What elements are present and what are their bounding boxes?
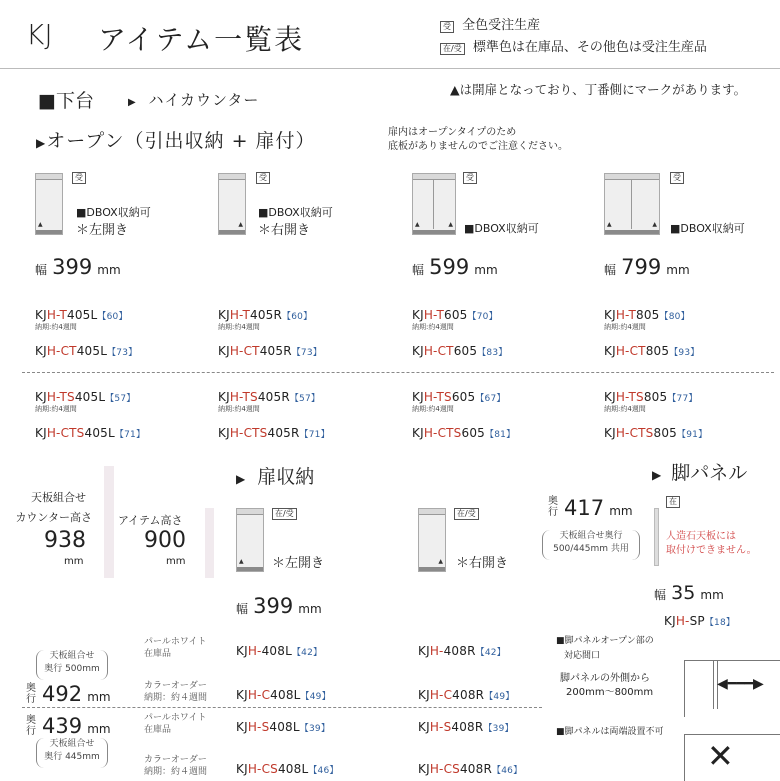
code-prefix: KJ: [418, 688, 430, 702]
color-name: パールホワイト: [144, 713, 207, 723]
leg-range-line: 200mm～800mm: [566, 687, 654, 698]
code-prefix: KJ: [218, 426, 230, 440]
code-suffix: 805: [643, 390, 668, 404]
leg-open-note: [556, 634, 654, 664]
opening-diagram: [684, 660, 780, 717]
hinge-note: ＊左開き: [272, 556, 325, 571]
lead-time: 納期:約4週間: [412, 405, 454, 413]
leg-warning-line: 取付けできません。: [666, 545, 757, 556]
code-prefix: KJ: [35, 308, 47, 322]
width-label: 幅: [604, 263, 617, 277]
product-code: [412, 390, 592, 404]
code-number: 【70】: [467, 312, 498, 322]
code-number: 【71】: [114, 430, 146, 440]
open-note-line: 扉内はオープンタイプのため: [388, 127, 517, 138]
code-series: H-C: [247, 688, 271, 702]
section-sub-label: ハイカウンター: [148, 91, 260, 109]
code-prefix: KJ: [604, 308, 616, 322]
code-suffix: 408L: [270, 688, 301, 702]
cabinet-open-600: ▲ ▲: [412, 173, 456, 235]
product-code: [604, 390, 774, 404]
product-code: [236, 644, 322, 658]
counter-height-value: 938: [44, 528, 86, 553]
code-suffix: 605: [444, 308, 468, 322]
code-suffix: 408R: [443, 644, 476, 658]
code-series: H-CS: [429, 762, 460, 776]
code-prefix: KJ: [218, 308, 230, 322]
code-number: 【60】: [97, 312, 128, 322]
color-status: 在庫品: [144, 725, 172, 735]
width-value: 399: [253, 594, 294, 618]
code-number: 【49】: [484, 692, 515, 702]
code-series: H-CT: [615, 344, 646, 358]
product-code: [35, 344, 205, 358]
product-code: [236, 762, 339, 776]
lead-time: 納期:約4週間: [35, 323, 77, 331]
depth-label: 奥行: [26, 715, 36, 737]
product-code: [412, 426, 592, 440]
depth-value: [42, 714, 111, 738]
leg-open-note-line: ■脚パネルオープン部の: [556, 636, 654, 646]
leg-range-note: [560, 672, 653, 700]
leg-panel-label: 脚パネル: [671, 462, 748, 484]
width-unit: mm: [700, 588, 724, 602]
code-prefix: KJ: [236, 720, 248, 734]
product-code: [236, 688, 331, 702]
product-code: [35, 390, 205, 404]
leg-depth-value: [564, 496, 633, 520]
code-prefix: KJ: [236, 762, 248, 776]
code-number: 【73】: [107, 348, 138, 358]
width-value: 399: [52, 255, 93, 279]
code-series: H-CT: [229, 344, 260, 358]
code-number: 【80】: [659, 312, 690, 322]
depth-value: [42, 682, 111, 706]
code-prefix: KJ: [412, 308, 424, 322]
code-suffix: SP: [689, 614, 705, 628]
code-suffix: 405L: [76, 344, 108, 358]
code-number: 【71】: [299, 430, 330, 440]
code-prefix: KJ: [35, 390, 47, 404]
lead-time: 納期:約4週間: [412, 323, 454, 331]
counter-label-line: 天板組合せ: [31, 491, 86, 504]
product-code: [218, 308, 398, 322]
code-suffix: 405L: [84, 426, 115, 440]
product-code: [35, 426, 205, 440]
code-column: [412, 308, 592, 440]
code-prefix: KJ: [418, 644, 430, 658]
cabinet-door-left: ▲: [236, 508, 264, 572]
leg-depth-note-line: 500/445mm 共用: [553, 544, 629, 554]
width-label: 幅: [236, 602, 249, 616]
width-spec: [604, 255, 690, 279]
product-code: [35, 308, 205, 322]
code-prefix: KJ: [236, 688, 248, 702]
code-series: H-T: [46, 308, 67, 322]
code-suffix: 405L: [67, 308, 98, 322]
depth-number: 439: [42, 714, 83, 738]
code-prefix: KJ: [604, 344, 616, 358]
code-series: H-CTS: [615, 426, 654, 440]
section-sub: [128, 89, 259, 110]
product-code: [412, 344, 592, 358]
code-suffix: 408L: [269, 720, 300, 734]
both-ends-note: ■脚パネルは両端設置不可: [556, 727, 664, 737]
leg-range-line: 脚パネルの外側から: [560, 673, 650, 684]
code-suffix: 805: [636, 308, 660, 322]
code-number: 【39】: [299, 724, 331, 734]
code-suffix: 805: [645, 344, 670, 358]
code-prefix: KJ: [35, 344, 47, 358]
leg-panel-shape: [654, 508, 659, 566]
depth-unit: mm: [87, 722, 111, 736]
code-suffix: 405R: [257, 390, 290, 404]
leg-open-note-line: 対応間口: [564, 651, 601, 661]
open-note-line: 底板がありませんのでご注意ください。: [388, 141, 568, 152]
code-series: H-CS: [247, 762, 278, 776]
code-suffix: 408R: [451, 720, 484, 734]
item-height-label: アイテム高さ: [118, 514, 183, 527]
code-column: [604, 308, 774, 440]
width-unit: mm: [474, 263, 498, 277]
depth-note-line: 天板組合せ: [49, 739, 95, 749]
width-label: 幅: [654, 588, 667, 602]
leg-warning: [666, 530, 757, 558]
product-code: [236, 720, 330, 734]
hinge-note: ＊右開き: [258, 223, 311, 238]
code-suffix: 408R: [459, 762, 493, 776]
double-arrow-icon: ◀━━━▶: [717, 676, 764, 692]
cabinet-open-800: ▲ ▲: [604, 173, 660, 235]
code-suffix: 605: [453, 344, 478, 358]
product-code: [412, 308, 592, 322]
color-label: [144, 712, 207, 736]
width-spec: [412, 255, 498, 279]
order-tag: 受: [256, 172, 270, 184]
depth-note-line: 天板組合せ: [49, 651, 95, 661]
product-code: [418, 688, 514, 702]
not-allowed-diagram: [684, 734, 780, 781]
depth-unit: mm: [87, 690, 111, 704]
code-number: 【39】: [483, 724, 514, 734]
code-suffix: 408L: [277, 762, 309, 776]
code-series: H-TS: [615, 390, 644, 404]
color-name: カラーオーダー: [144, 681, 207, 691]
open-note: [388, 126, 568, 154]
item-height-value: 900: [144, 528, 186, 553]
color-name: パールホワイト: [144, 637, 207, 647]
hinge-note: ＊左開き: [76, 223, 129, 238]
code-series: H-: [247, 644, 262, 658]
code-prefix: KJ: [218, 390, 230, 404]
depth-note-line: 奥行 500mm: [44, 664, 100, 674]
code-series: H-T: [615, 308, 636, 322]
stock-tag: 在/受: [272, 508, 297, 520]
depth-note-2: [36, 738, 108, 768]
depth-number: 492: [42, 682, 83, 706]
product-code: [218, 344, 398, 358]
code-series: H-CTS: [423, 426, 462, 440]
width-label: 幅: [35, 263, 48, 277]
leg-depth-unit: mm: [609, 504, 633, 518]
code-series: H-: [675, 614, 690, 628]
code-number: 【81】: [485, 430, 516, 440]
leg-depth-label: 奥行: [548, 496, 558, 518]
lead-time: 納期:約4週間: [604, 405, 646, 413]
color-label: [144, 680, 207, 704]
product-code: [604, 426, 774, 440]
counter-label-line: カウンター高さ: [15, 511, 92, 524]
leg-warning-line: 人造石天板には: [666, 531, 736, 542]
product-code: [418, 720, 514, 734]
code-suffix: 405R: [259, 344, 292, 358]
code-series: H-CT: [423, 344, 454, 358]
dbox-note: ■DBOX収納可: [464, 222, 539, 235]
code-series: H-S: [429, 720, 452, 734]
code-suffix: 405R: [250, 308, 283, 322]
stock-tag: 在/受: [454, 508, 479, 520]
color-status: 納期：約４週間: [144, 693, 208, 703]
depth-note-1: [36, 650, 108, 680]
color-status: 在庫品: [144, 649, 172, 659]
code-number: 【60】: [282, 312, 313, 322]
code-prefix: KJ: [604, 390, 616, 404]
code-series: H-S: [247, 720, 270, 734]
color-name: カラーオーダー: [144, 755, 207, 765]
width-value: 799: [621, 255, 662, 279]
code-number: 【77】: [667, 394, 698, 404]
product-code: [418, 762, 522, 776]
counter-height-unit: mm: [64, 556, 84, 567]
code-series: H-C: [429, 688, 453, 702]
code-prefix: KJ: [604, 426, 616, 440]
code-column: [218, 308, 398, 440]
triangle-icon: ▶: [652, 468, 662, 482]
code-prefix: KJ: [418, 762, 430, 776]
legend-row-1: [440, 14, 540, 33]
door-section-title: [236, 462, 314, 489]
leg-depth-note: [542, 530, 640, 560]
legend-text: 標準色は在庫品、その他色は受注生産品: [472, 40, 707, 55]
legend-text: 全色受注生産: [462, 18, 541, 33]
height-bar: [205, 508, 214, 578]
lead-time: 納期:約4週間: [35, 405, 77, 413]
page-title: アイテム一覧表: [98, 23, 305, 56]
code-suffix: 405R: [267, 426, 300, 440]
code-number: 【49】: [300, 692, 331, 702]
width-spec: [236, 594, 322, 618]
code-number: 【93】: [669, 348, 700, 358]
code-number: 【67】: [475, 394, 506, 404]
color-label: [144, 754, 207, 778]
width-value: 35: [671, 582, 696, 604]
code-number: 【73】: [291, 348, 322, 358]
order-tag: 受: [72, 172, 86, 184]
lead-time: 納期:約4週間: [218, 405, 260, 413]
code-suffix: 605: [451, 390, 476, 404]
brand-name: KJ: [26, 18, 53, 51]
code-number: 【57】: [105, 394, 136, 404]
code-suffix: 408R: [452, 688, 485, 702]
leg-width-spec: [654, 582, 724, 604]
leg-depth-number: 417: [564, 496, 605, 520]
legend-row-2: [440, 36, 707, 55]
open-section-title: [36, 126, 316, 153]
depth-note-line: 奥行 445mm: [44, 752, 100, 762]
code-number: 【42】: [475, 648, 506, 658]
code-series: H-CT: [46, 344, 77, 358]
product-code: [604, 344, 774, 358]
lead-time: 納期:約4週間: [218, 323, 260, 331]
cross-icon: ✕: [707, 737, 734, 775]
cabinet-open-right: ▲: [218, 173, 246, 235]
counter-height-label: [6, 488, 92, 528]
code-number: 【46】: [492, 766, 523, 776]
product-code: [418, 644, 506, 658]
code-series: H-TS: [46, 390, 75, 404]
cabinet-door-right: ▲: [418, 508, 446, 572]
code-prefix: KJ: [412, 426, 424, 440]
divider-dashed: [22, 372, 774, 373]
code-prefix: KJ: [218, 344, 230, 358]
order-tag: 受: [670, 172, 684, 184]
width-value: 599: [429, 255, 470, 279]
color-status: 納期：約４週間: [144, 767, 208, 777]
depth-label: 奥行: [26, 683, 36, 705]
color-label: [144, 636, 207, 660]
item-height-unit: mm: [166, 556, 186, 567]
code-series: H-TS: [229, 390, 258, 404]
code-series: H-T: [423, 308, 444, 322]
door-section-label: 扉収納: [257, 466, 315, 488]
hinge-notice: ▲は開扉となっており、丁番側にマークがあります。: [450, 82, 747, 97]
code-column: [35, 308, 205, 440]
code-series: H-CTS: [229, 426, 268, 440]
leg-depth-note-line: 天板組合せ奥行: [559, 531, 623, 541]
dbox-note: ■DBOX収納可: [670, 222, 745, 235]
order-tag: 受: [463, 172, 477, 184]
code-series: H-T: [229, 308, 250, 322]
code-series: H-: [429, 644, 444, 658]
code-number: 【42】: [291, 648, 323, 658]
leg-panel-title: [652, 458, 747, 485]
open-section-label: オープン（引出収納 + 扉付）: [46, 130, 316, 152]
dbox-note: ■DBOX収納可: [258, 206, 333, 219]
leg-product-code: [664, 614, 735, 628]
code-number: 【18】: [704, 618, 736, 628]
legend-tag: 受: [440, 21, 454, 33]
code-prefix: KJ: [236, 644, 248, 658]
hinge-note: ＊右開き: [456, 556, 509, 571]
code-number: 【57】: [289, 394, 321, 404]
product-code: [604, 308, 774, 322]
code-number: 【83】: [477, 348, 508, 358]
code-prefix: KJ: [412, 344, 424, 358]
product-code: [218, 390, 398, 404]
lead-time: 納期:約4週間: [604, 323, 646, 331]
code-suffix: 605: [461, 426, 486, 440]
code-suffix: 805: [653, 426, 678, 440]
code-suffix: 408L: [261, 644, 292, 658]
code-prefix: KJ: [35, 426, 47, 440]
stock-tag: 在: [666, 496, 680, 508]
code-suffix: 405L: [74, 390, 106, 404]
width-unit: mm: [666, 263, 690, 277]
product-code: [218, 426, 398, 440]
section-main: ■下台: [38, 90, 94, 112]
triangle-icon: ▶: [36, 136, 47, 150]
code-number: 【91】: [677, 430, 708, 440]
code-prefix: KJ: [418, 720, 430, 734]
cabinet-open-left: ▲: [35, 173, 63, 235]
triangle-icon: ▶: [128, 97, 137, 108]
triangle-icon: ▶: [236, 472, 246, 486]
width-label: 幅: [412, 263, 425, 277]
code-prefix: KJ: [412, 390, 424, 404]
divider-dashed: [22, 707, 542, 708]
height-bar: [104, 466, 114, 578]
code-number: 【46】: [308, 766, 339, 776]
dbox-note: ■DBOX収納可: [76, 206, 151, 219]
width-spec: [35, 255, 121, 279]
width-unit: mm: [97, 263, 121, 277]
legend-tag: 在/受: [440, 43, 465, 55]
code-prefix: KJ: [664, 614, 676, 628]
code-series: H-TS: [423, 390, 452, 404]
width-unit: mm: [298, 602, 322, 616]
code-series: H-CTS: [46, 426, 85, 440]
